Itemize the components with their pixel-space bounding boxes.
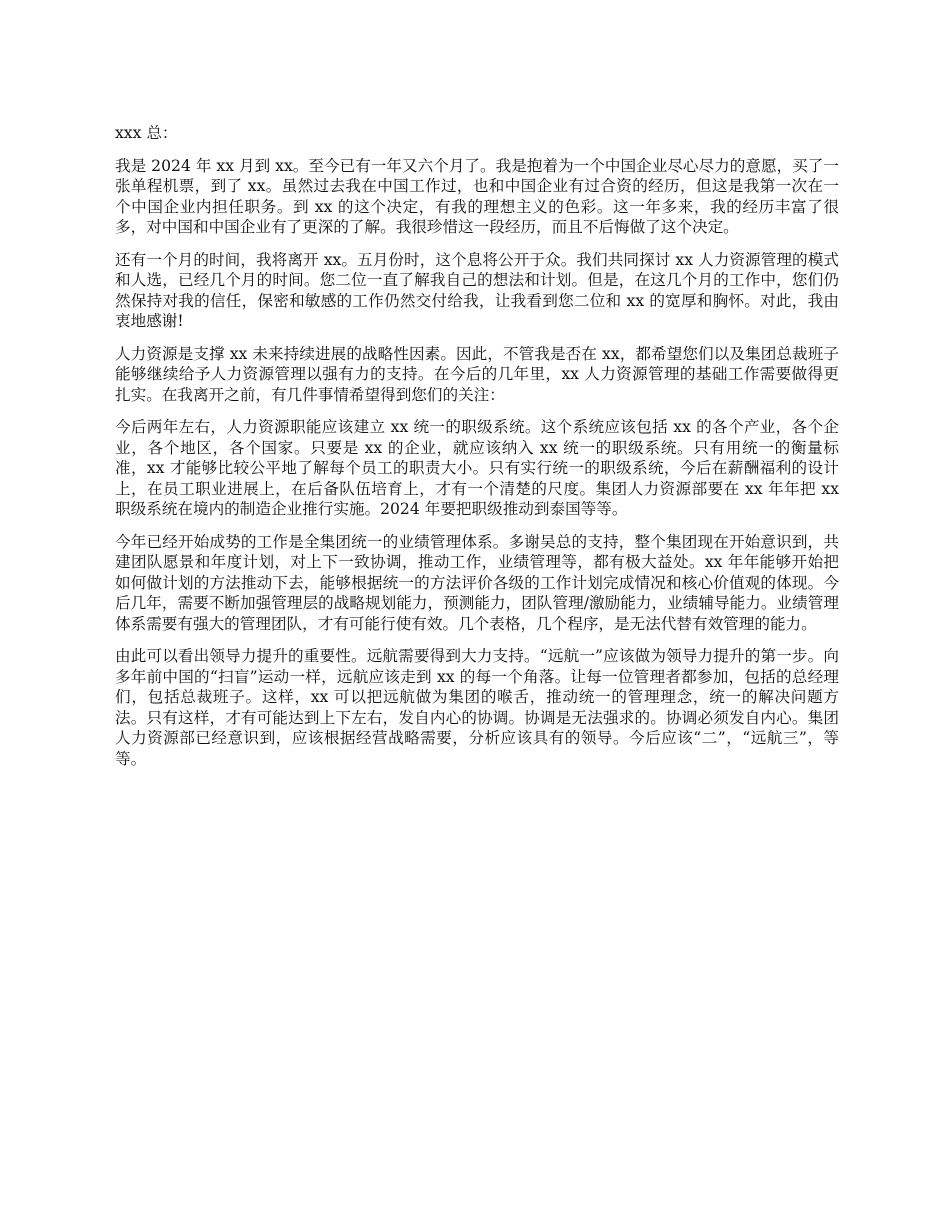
letter-body <box>115 123 839 781</box>
paragraph-6: 由此可以看出领导力提升的重要性。远航需要得到大力支持。“远航一”应该做为领导力提升的第一步。向多年前中国的“扫盲”运动一样，远航应该走到 xx 的每一个角落。让每一位管理者都参加，包括的总经理们，包括总裁班子。这样，xx 可以把远航做为集团的喉舌，推动统一的管理理念，统一的解决问题方法。只有这样，才有可能达到上下左右，发自内心的协调。协调是无法强求的。协调必须发自内心。集团人力资源部已经意识到，应该根据经营战略需要，分析应该具有的领导。今后应该“二”，“远航三”，等等。 <box>115 647 839 768</box>
salutation: xxx 总： <box>115 124 178 142</box>
paragraph-1: 我是 2024 年 xx 月到 xx。至今已有一年又六个月了。我是抱着为一个中国企业尽心尽力的意愿，买了一张单程机票，到了 xx。虽然过去我在中国工作过，也和中国企业有过合资的经历，但这是我第一次在一个中国企业内担任职务。到 xx 的这个决定，有我的理想主义的色彩。这一年多来，我的经历丰富了很多，对中国和中国企业有了更深的了解。我很珍惜这一段经历，而且不后悔做了这个决定。 <box>115 156 839 236</box>
paragraph-4: 今后两年左右，人力资源职能应该建立 xx 统一的职级系统。这个系统应该包括 xx 的各个产业，各个企业，各个地区，各个国家。只要是 xx 的企业，就应该纳入 xx 统一的职级系统。只有用统一的衡量标准，xx 才能够比较公平地了解每个员工的职责大小。只有实行统一的职级系统，今后在薪酬福利的设计上，在员工职业进展上，在后备队伍培育上，才有一个清楚的尺度。集团人力资源部要在 xx 年年把 xx 职级系统在境内的制造企业推行实施。2024 年要把职级推动到泰国等等。 <box>115 418 839 518</box>
paragraph-2: 还有一个月的时间，我将离开 xx。五月份时，这个息将公开于众。我们共同探讨 xx 人力资源管理的模式和人选，已经几个月的时间。您二位一直了解我自己的想法和计划。但是，在这几个月的工作中，您们仍然保持对我的信任，保密和敏感的工作仍然交付给我，让我看到您二位和 xx 的宽厚和胸怀。对此，我由衷地感谢! <box>115 250 839 330</box>
paragraph-5: 今年已经开始成势的工作是全集团统一的业绩管理体系。多谢吴总的支持，整个集团现在开始意识到，共建团队愿景和年度计划，对上下一致协调，推动工作，业绩管理等，都有极大益处。xx 年年能够开始把如何做计划的方法推动下去，能够根据统一的方法评价各级的工作计划完成情况和核心价值观的体现。今后几年，需要不断加强管理层的战略规划能力，预测能力，团队管理/激励能力，业绩辅导能力。业绩管理体系需要有强大的管理团队，才有可能行使有效。几个表格，几个程序，是无法代替有效管理的能力。 <box>115 532 839 633</box>
paragraph-3: 人力资源是支撑 xx 未来持续进展的战略性因素。因此，不管我是否在 xx，都希望您们以及集团总裁班子能够继续给予人力资源管理以强有力的支持。在今后的几年里，xx 人力资源管理的基础工作需要做得更扎实。在我离开之前，有几件事情希望得到您们的关注： <box>115 344 839 404</box>
